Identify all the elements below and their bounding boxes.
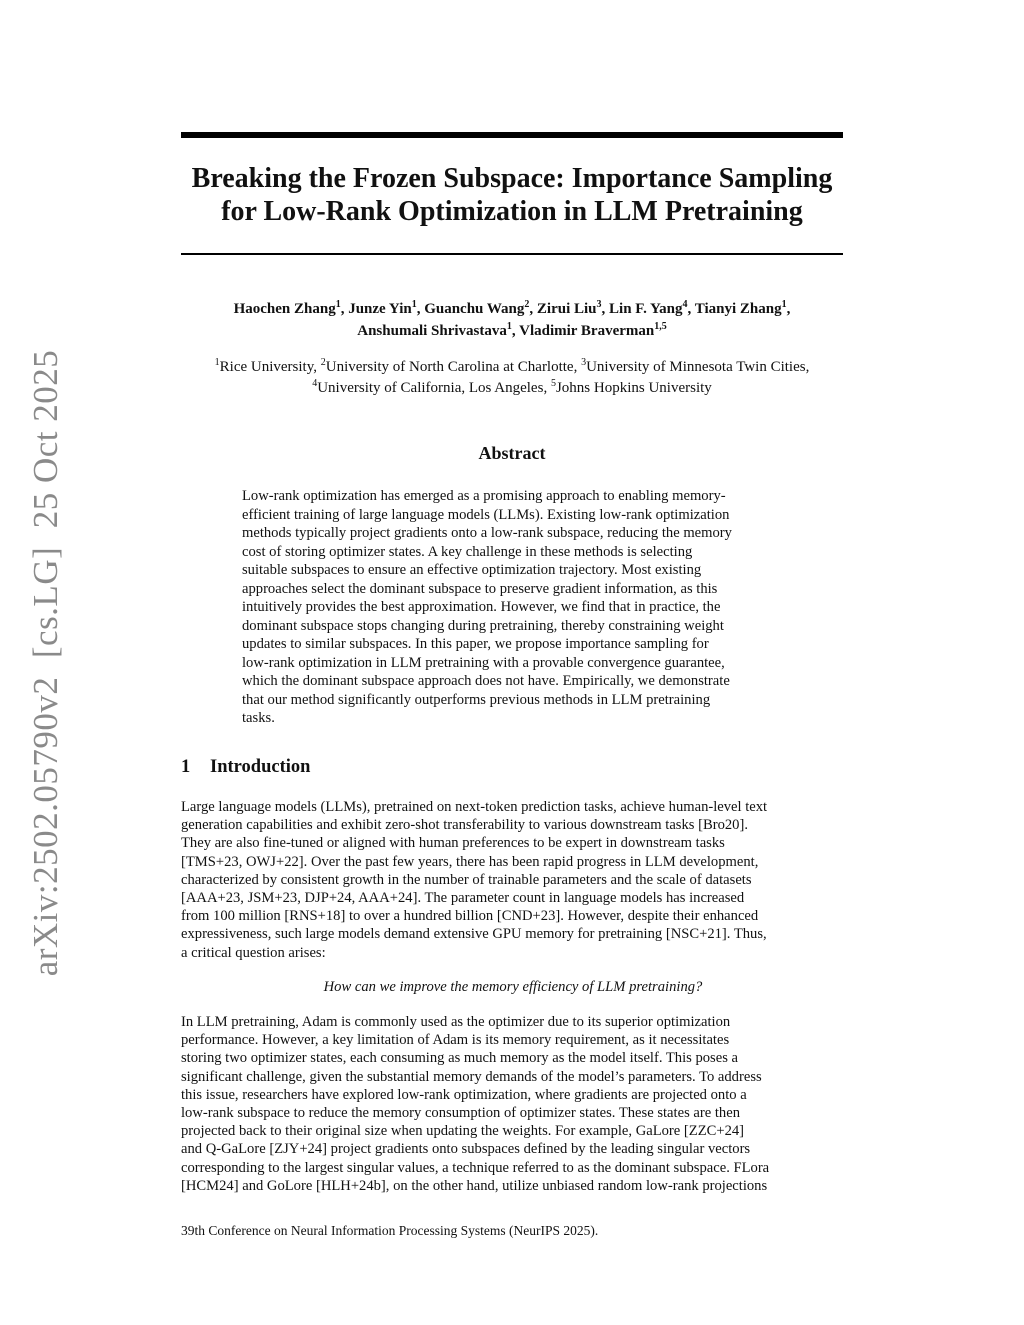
author-name: Junze Yin (348, 301, 412, 317)
body-line: corresponding to the largest singular values, a technique referred to as the dominant subspace. FLora (181, 1159, 770, 1176)
section-number: 1 (181, 757, 191, 777)
arxiv-category: [cs.LG] (26, 546, 65, 659)
affiliation-list: $^1$Rice University, $^2$University of North Carolina at Charlotte, $^3$University of Minnesota Twin Cities, $^4$University of California, Los Angeles, $^5$Johns Hopkins University (214, 357, 810, 396)
affiliation-name: University of California, Los Angeles (317, 380, 544, 396)
author-name: Lin F. Yang (609, 301, 683, 317)
abstract-line: cost of storing optimizer states. A key challenge in these methods is selecting (242, 543, 693, 560)
affiliation-name: University of North Carolina at Charlotte (325, 359, 574, 375)
body-line: low-rank subspace to reduce the memory consumption of optimizer states. These states are then (181, 1105, 740, 1122)
body-line: [HCM24] and GoLore [HLH+24b], on the other hand, utilize unbiased random low-rank projections (181, 1177, 768, 1194)
abstract-line: which the dominant subspace approach does not have. Empirically, we demonstrate (242, 673, 730, 689)
body-line: storing two optimizer states, each consuming as much memory as the model itself. This poses a (181, 1050, 739, 1067)
author-affiliation-mark: 1 (335, 299, 341, 310)
abstract-line: Low-rank optimization has emerged as a promising approach to enabling memory- (242, 488, 726, 504)
abstract-heading: Abstract (478, 443, 546, 463)
paper-title (170, 162, 854, 228)
body-line: They are also fine-tuned or aligned with human preferences to be expert in downstream tasks (181, 835, 725, 852)
author-affiliation-mark: 1 (781, 299, 787, 310)
author-affiliation-mark: 1,5 (654, 321, 667, 332)
affiliation-number: 2 (320, 357, 326, 368)
body-line: expressiveness, such large models demand extensive GPU memory for pretraining [NSC+21]. Thus, (181, 926, 767, 943)
body-line: [AAA+23, JSM+23, DJP+24, AAA+24]. The parameter count in language models has increased (181, 890, 745, 907)
abstract-line: low-rank optimization in LLM pretraining with a provable convergence guarantee, (242, 654, 725, 671)
body-line: characterized by consistent growth in the number of trainable parameters and the scale of datasets (181, 871, 752, 888)
author-affiliation-mark: 4 (682, 299, 688, 310)
abstract-line: tasks. (242, 710, 275, 726)
abstract-line: efficient training of large language models (LLMs). Existing low-rank optimization (242, 506, 730, 523)
title-line: for Low-Rank Optimization in LLM Pretraining (221, 196, 803, 227)
affiliation-name: Rice University (219, 359, 314, 375)
body-line: significant challenge, given the substantial memory demands of the model’s parameters. To address (181, 1068, 762, 1085)
abstract-line: updates to similar subspaces. In this paper, we propose importance sampling for (242, 636, 709, 652)
body-line: generation capabilities and exhibit zero-shot transferability to various downstream tasks [Bro20]. (181, 817, 748, 834)
arxiv-date: 25 Oct 2025 (26, 349, 65, 529)
author-list: Haochen Zhang$^1$, Junze Yin$^1$, Guanchu Wang$^2$, Zirui Liu$^3$, Lin F. Yang$^4$, Tianyi Zhang$^1$, Anshumali Shrivastava$^1$, Vladimir Braverman$^{1,5}$ (233, 299, 791, 339)
author-name: Vladimir Braverman (519, 323, 655, 339)
abstract-line: that our method significantly outperforms previous methods in LLM pretraining (242, 691, 711, 708)
abstract-line: dominant subspace stops changing during pretraining, thereby constraining weight (242, 617, 724, 634)
section-title: Introduction (210, 757, 311, 777)
abstract-body (242, 487, 787, 728)
intro-paragraph-1 (181, 798, 845, 962)
author-name: Tianyi Zhang (694, 301, 782, 317)
author-affiliation-mark: 3 (596, 299, 602, 310)
intro-paragraph-2 (181, 1013, 845, 1195)
abstract-line: suitable subspaces to ensure an effective optimization trajectory. Most existing (242, 562, 702, 578)
body-line: this issue, researchers have explored low-rank optimization, where gradients are projected onto a (181, 1086, 747, 1103)
body-line: performance. However, a key limitation of Adam is its memory requirement, as it necessitates (181, 1032, 730, 1049)
author-affiliation-mark: 2 (524, 299, 530, 310)
body-line: and Q-GaLore [ZJY+24] project gradients onto subspaces defined by the leading singular vectors (181, 1141, 751, 1158)
section-heading-introduction (181, 757, 310, 778)
author-affiliation-mark: 1 (506, 321, 512, 332)
author-affiliation-mark: 1 (411, 299, 417, 310)
body-line: In LLM pretraining, Adam is commonly used as the optimizer due to its superior optimization (181, 1014, 731, 1030)
title-line: Breaking the Frozen Subspace: Importance Sampling (191, 163, 833, 194)
author-name: Anshumali Shrivastava (357, 323, 507, 339)
title-bottom-rule (181, 253, 843, 255)
body-line: from 100 million [RNS+18] to over a hundred billion [CND+23]. However, despite their enhanced (181, 908, 759, 925)
arxiv-sidebar-stamp (26, 350, 66, 977)
title-top-rule (181, 132, 843, 138)
research-question: How can we improve the memory efficiency of LLM pretraining? (323, 979, 703, 995)
affiliation-number: 1 (214, 357, 220, 368)
abstract-line: approaches select the dominant subspace to preserve gradient information, as this (242, 580, 718, 597)
author-name: Guanchu Wang (424, 301, 525, 317)
body-line: a critical question arises: (181, 944, 326, 961)
abstract-line: intuitively provides the best approximation. However, we find that in practice, the (242, 599, 721, 615)
body-line: [TMS+23, OWJ+22]. Over the past few years, there has been rapid progress in LLM development, (181, 853, 759, 870)
author-name: Haochen Zhang (233, 301, 336, 317)
author-name: Zirui Liu (536, 301, 597, 317)
affiliation-number: 5 (550, 378, 556, 389)
conference-footnote: 39th Conference on Neural Information Processing Systems (NeurIPS 2025). (181, 1223, 599, 1238)
affiliation-name: University of Minnesota Twin Cities (586, 359, 806, 375)
abstract-line: methods typically project gradients onto a low-rank subspace, reducing the memory (242, 525, 732, 541)
affiliation-number: 4 (312, 378, 318, 389)
affiliation-name: Johns Hopkins University (555, 380, 712, 396)
arxiv-id: arXiv:2502.05790v2 (26, 676, 65, 977)
body-line: projected back to their original size when updating the weights. For example, GaLore [ZZC+24] (181, 1123, 745, 1140)
affiliation-number: 3 (581, 357, 587, 368)
body-line: Large language models (LLMs), pretrained on next-token prediction tasks, achieve human-level text (181, 799, 768, 815)
